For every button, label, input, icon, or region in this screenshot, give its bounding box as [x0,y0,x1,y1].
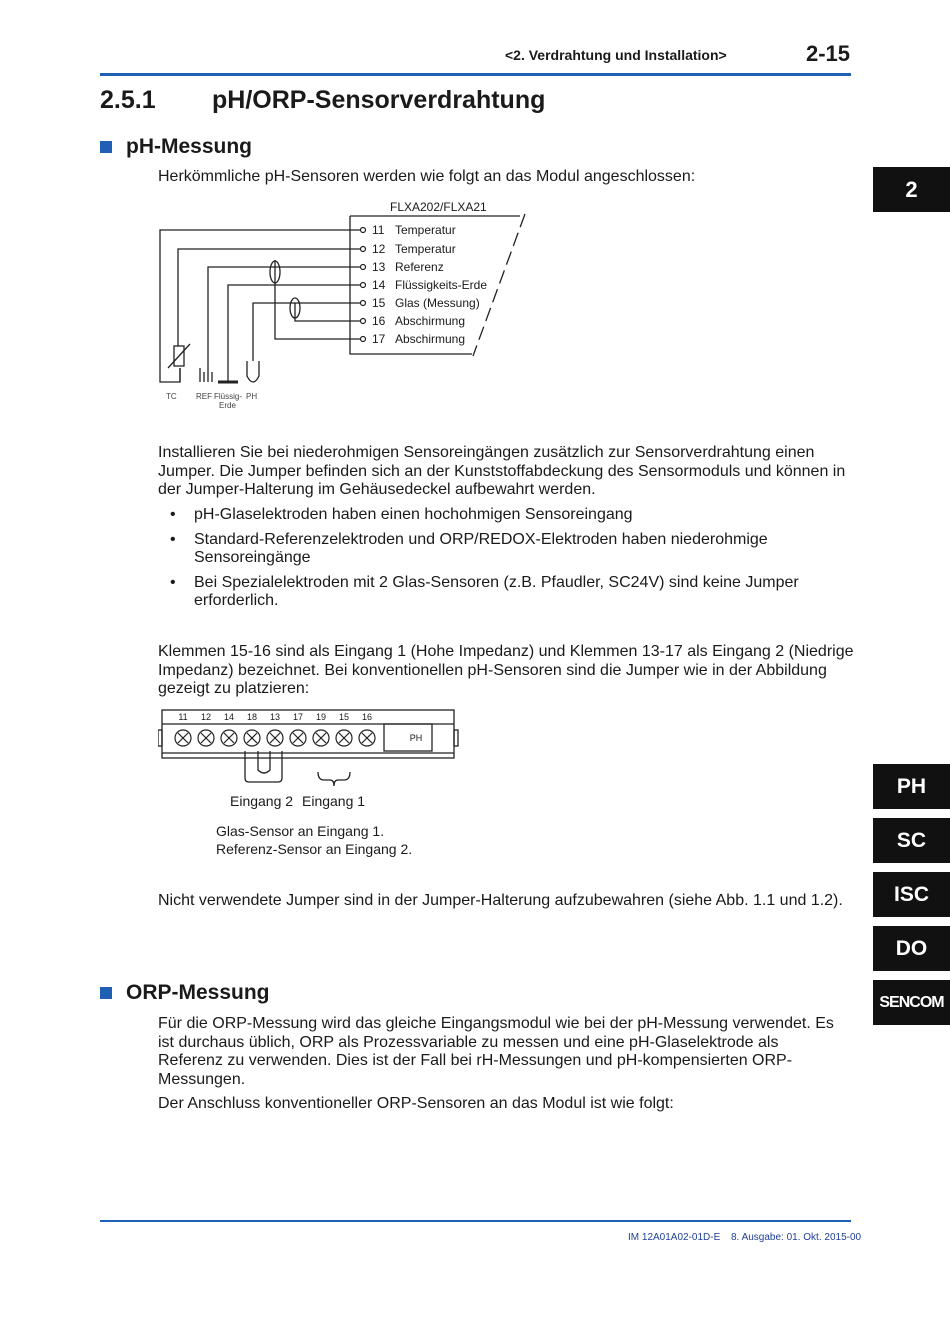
list-item: • Bei Spezialelektroden mit 2 Glas-Sensoren (z.B. Pfaudler, SC24V) sind keine Jumper erforderlich. [160,574,850,611]
wire-12 [178,249,360,346]
heading-bullet-square [100,987,112,999]
terminal-label: Glas (Messung) [395,296,480,310]
orp-heading-text: ORP-Messung [126,981,270,1004]
terminal-dot-17 [361,337,366,342]
terminal-num: 16 [372,314,386,328]
tab-sc[interactable]: SC [873,818,950,863]
terminal-label: Referenz [395,260,444,274]
tab-sencom[interactable]: SENCOM [873,980,950,1025]
terminal-number: 11 [178,712,188,722]
terminal-num: 14 [372,278,386,292]
input2-label: Eingang 2 [230,793,294,809]
bullet-list [160,506,850,617]
screw-1 [175,730,191,746]
list-item: • Standard-Referenzelektroden und ORP/REDOX-Elektroden haben niederohmige Sensoreingänge [160,531,850,568]
terminal-num: 17 [372,332,386,346]
terminal-num: 13 [372,260,386,274]
sensor-label-ref: REF [196,392,212,401]
ph-electrode [247,361,259,382]
terminal-dot-11 [361,228,366,233]
sensor-label-earth-2: Erde [219,401,236,410]
terminal-number: 15 [338,712,350,722]
screw-7 [313,730,329,746]
wire-13 [208,267,360,368]
ph-intro: Herkömmliche pH-Sensoren werden wie folgt an das Modul angeschlossen: [158,168,696,185]
wire-14 [228,285,360,382]
terminal-dot-16 [361,319,366,324]
footer-rule [100,1220,851,1222]
section-title: pH/ORP-Sensorverdrahtung [212,86,546,114]
input1-label: Eingang 1 [302,793,366,809]
screw-4 [244,730,260,746]
tc-sensor-arrow [168,344,190,368]
ph-heading-text: pH-Messung [126,135,252,158]
terminal-dot-15 [361,301,366,306]
running-header-section: <2. Verdrahtung und Installation> [505,47,727,63]
sensor-label-tc: TC [166,392,177,401]
terminal-label: Flüssigkeits-Erde [395,278,488,292]
terminal-number: 12 [200,712,212,722]
footer-doc-id: IM 12A01A02-01D-E [628,1232,721,1243]
terminal-label: Abschirmung [395,314,466,328]
terminal-num: 12 [372,242,386,256]
screw-9 [359,730,375,746]
list-item: • pH-Glaselektroden haben einen hochohmigen Sensoreingang [160,506,850,525]
jumper-paragraph: Installieren Sie bei niederohmigen Sensoreingängen zusätzlich zur Sensorverdrahtung einen Jumper. Die Jumper befinden sich an der Kunststoffabdeckung des Sensormoduls und können in der Jumper-Halterung im Gehäusedeckel aufbewahrt werden. [158,444,846,498]
screw-6 [290,730,306,746]
terminal-number: 14 [223,712,235,722]
caption-line: Glas-Sensor an Eingang 1. [216,823,385,839]
wire-17 [275,260,360,339]
terminal-label: Abschirmung [395,332,466,346]
footer-edition: 8. Ausgabe: 01. Okt. 2015-00 [731,1232,862,1243]
jumper-outline [245,751,282,782]
screw-8 [336,730,352,746]
diagram-caption [216,822,412,858]
terminal-label: Temperatur [395,223,456,237]
terminal-block-diagram [158,706,463,800]
terminal-number: 19 [315,712,327,722]
terminal-number: 17 [292,712,304,722]
screw-2 [198,730,214,746]
terminals-paragraph: Klemmen 15-16 sind als Eingang 1 (Hohe Impedanz) und Klemmen 13-17 als Eingang 2 (Niedrige Impedanz) bezeichnet. Bei konventionellen pH-Sensoren sind die Jumper wie in der Abbildung gezeigt zu platzieren: [158,643,854,697]
terminal-number: 16 [361,712,373,722]
caption-line: Referenz-Sensor an Eingang 2. [216,841,413,857]
module-label: FLXA202/FLXA21 [390,200,487,214]
orp-paragraph-2: Der Anschluss konventioneller ORP-Sensoren an das Modul ist wie folgt: [158,1095,674,1112]
screw-3 [221,730,237,746]
tab-ph[interactable]: PH [873,764,950,809]
wire-11 [160,230,360,382]
wire-15 [253,303,360,361]
terminal-dot-12 [361,247,366,252]
tab-isc[interactable]: ISC [873,872,950,917]
ph-heading [100,135,252,159]
tab-chapter[interactable]: 2 [873,167,950,212]
terminal-num: 15 [372,296,386,310]
terminal-number: 18 [246,712,258,722]
sensor-label-earth: Flüssig- [214,392,243,401]
orp-paragraph-1: Für die ORP-Messung wird das gleiche Eingangsmodul wie bei der pH-Messung verwendet. Es ist durchaus üblich, ORP als Prozessvariable zu messen und eine pH-Glaselektrode als Referenz zu verwenden. Dies ist der Fall bei rH-Messungen und pH-kompensierten ORP-Messungen. [158,1015,834,1088]
orp-heading [100,981,270,1005]
terminal-number: 13 [269,712,281,722]
ph-block [384,724,432,751]
unused-jumpers-paragraph: Nicht verwendete Jumper sind in der Jumper-Halterung aufzubewahren (siehe Abb. 1.1 und 1.2). [158,892,843,909]
tab-do[interactable]: DO [873,926,950,971]
sensor-label-ph: PH [246,392,258,401]
screw-5 [267,730,283,746]
ph-block-label: PH [409,733,423,743]
page-number: 2-15 [806,41,851,66]
header-rule [100,73,851,76]
terminal-num: 11 [372,223,385,237]
section-number: 2.5.1 [100,86,156,114]
heading-bullet-square [100,141,112,153]
terminal-dot-14 [361,283,366,288]
input1-brace [318,772,350,786]
terminal-label: Temperatur [395,242,456,256]
terminal-dot-13 [361,265,366,270]
ph-wiring-diagram [150,196,540,416]
